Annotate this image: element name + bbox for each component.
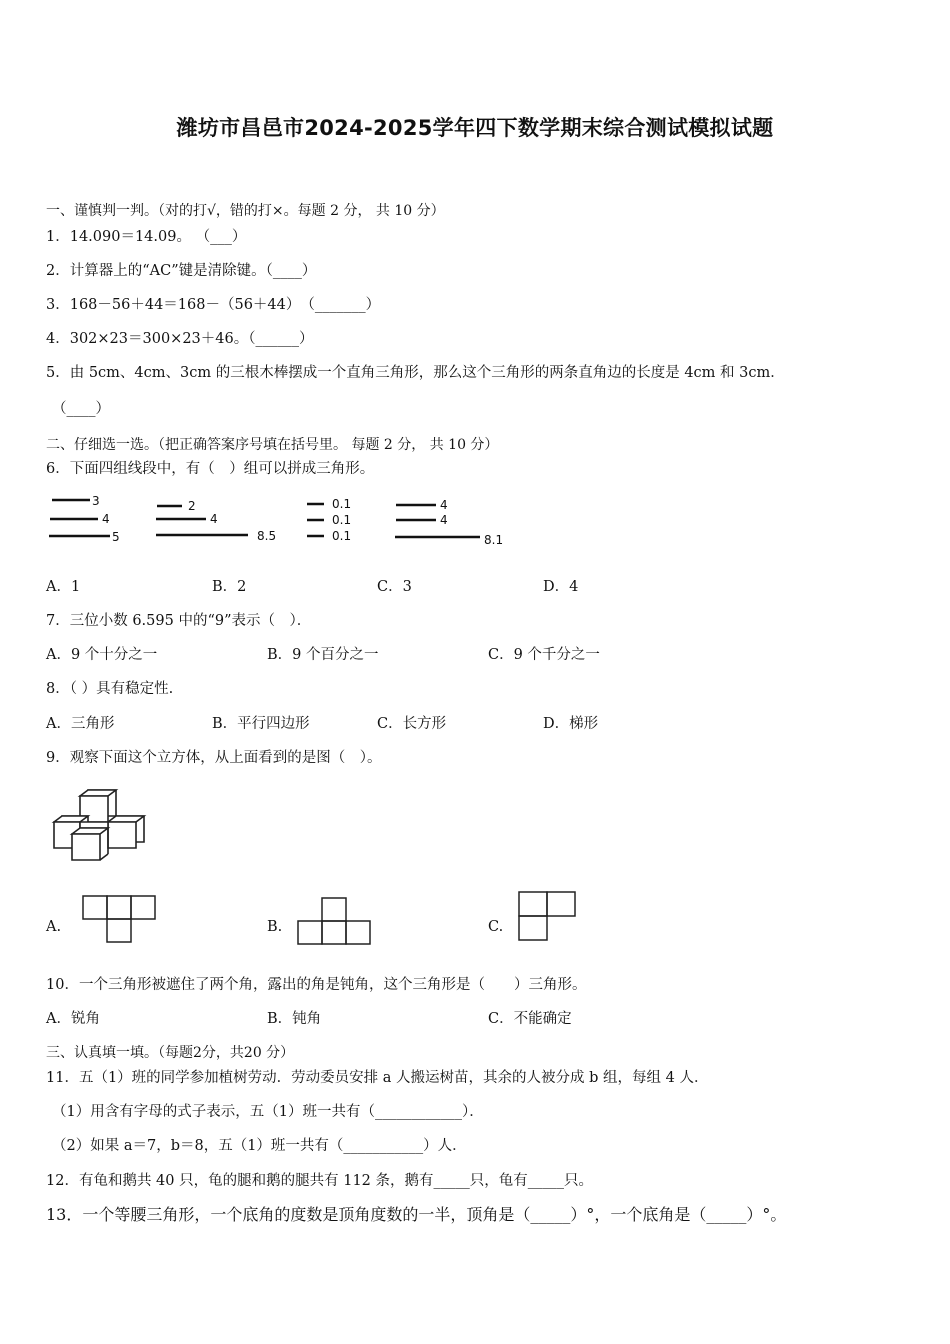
page-title: 潍坊市昌邑市2024-2025学年四下数学期末综合测试模拟试题 [176,116,774,140]
segment-group-1 [49,494,120,544]
section-3-heading: 三、认真填一填。（每题2分，共20 分） [46,1045,295,1061]
segment-label: 0.1 [332,513,352,527]
q10-option-b: B．钝角 [267,1011,322,1027]
question-6: 6．下面四组线段中，有（ ）组可以拼成三角形。 [46,461,375,477]
segment-label: 4 [210,512,218,526]
question-4: 4．302×23＝300×23＋46。（______） [46,331,314,347]
cube-stack-figure [50,788,150,863]
q7-option-a: A．9 个十分之一 [46,647,158,663]
q6-option-b: B．2 [212,579,247,595]
question-8: 8．（ ）具有稳定性. [46,681,174,697]
question-11: 11．五（1）班的同学参加植树劳动．劳动委员安排 a 人搬运树苗，其余的人被分成 b 组，每组 4 人． [46,1070,709,1086]
q9-option-b-figure [296,897,374,947]
q9-option-c-figure [518,891,578,943]
question-1: 1．14.090＝14.09。 （___） [46,229,247,245]
segment-label: 4 [102,512,110,526]
segment-group-4 [395,498,503,547]
question-2: 2．计算器上的“AC”键是清除键。（____） [46,263,317,279]
segment-label: 0.1 [332,529,352,543]
segment-label: 5 [112,530,120,544]
section-2-heading: 二、仔细选一选。（把正确答案序号填在括号里。 每题 2 分， 共 10 分） [46,437,499,453]
question-12: 12．有龟和鹅共 40 只，龟的腿和鹅的腿共有 112 条，鹅有_____只，龟有_____只。 [46,1173,594,1189]
q6-option-d: D．4 [543,579,579,595]
question-5-answer-blank: （____） [52,401,110,417]
segment-label: 4 [440,513,448,527]
question-7: 7．三位小数 6.595 中的“9”表示（ ）． [46,613,312,629]
question-3: 3．168－56＋44＝168－（56＋44） （_______） [46,297,381,313]
question-10: 10．一个三角形被遮住了两个角，露出的角是钝角，这个三角形是（ ）三角形。 [46,977,587,993]
segment-groups-figure [46,490,526,550]
q6-option-c: C．3 [377,579,412,595]
q8-option-c: C．长方形 [377,716,447,732]
q8-option-d: D．梯形 [543,716,599,732]
q10-option-c: C．不能确定 [488,1011,572,1027]
segment-label: 0.1 [332,497,352,511]
question-13: 13．一个等腰三角形，一个底角的度数是顶角度数的一半，顶角是（_____）°，一个底角是（_____）°。 [46,1205,787,1224]
q9-option-a-figure [82,895,158,945]
segment-label: 8.5 [257,529,277,543]
q9-option-a: A. [46,919,62,935]
q6-option-a: A．1 [46,579,81,595]
segment-label: 3 [92,494,100,508]
q9-option-b: B. [267,919,283,935]
q7-option-c: C．9 个千分之一 [488,647,600,663]
q8-option-b: B．平行四边形 [212,716,310,732]
q8-option-a: A．三角形 [46,716,115,732]
question-9: 9．观察下面这个立方体，从上面看到的是图（ ）。 [46,750,382,766]
q10-option-a: A．锐角 [46,1011,100,1027]
q7-option-b: B．9 个百分之一 [267,647,379,663]
segment-label: 4 [440,498,448,512]
question-11-part-1: （1）用含有字母的式子表示，五（1）班一共有（____________）． [52,1104,484,1120]
segment-group-2 [156,499,276,543]
question-11-part-2: （2）如果 a＝7，b＝8，五（1）班一共有（___________）人． [52,1138,467,1154]
segment-group-3 [307,497,351,543]
question-5: 5．由 5cm、4cm、3cm 的三根木棒摆成一个直角三角形，那么这个三角形的两条直角边的长度是 4cm 和 3cm． [46,365,785,381]
segment-label: 2 [188,499,196,513]
segment-label: 8.1 [484,533,504,547]
section-1-heading: 一、谨慎判一判。（对的打√，错的打×。每题 2 分， 共 10 分） [46,203,445,219]
q9-option-c: C. [488,919,504,935]
